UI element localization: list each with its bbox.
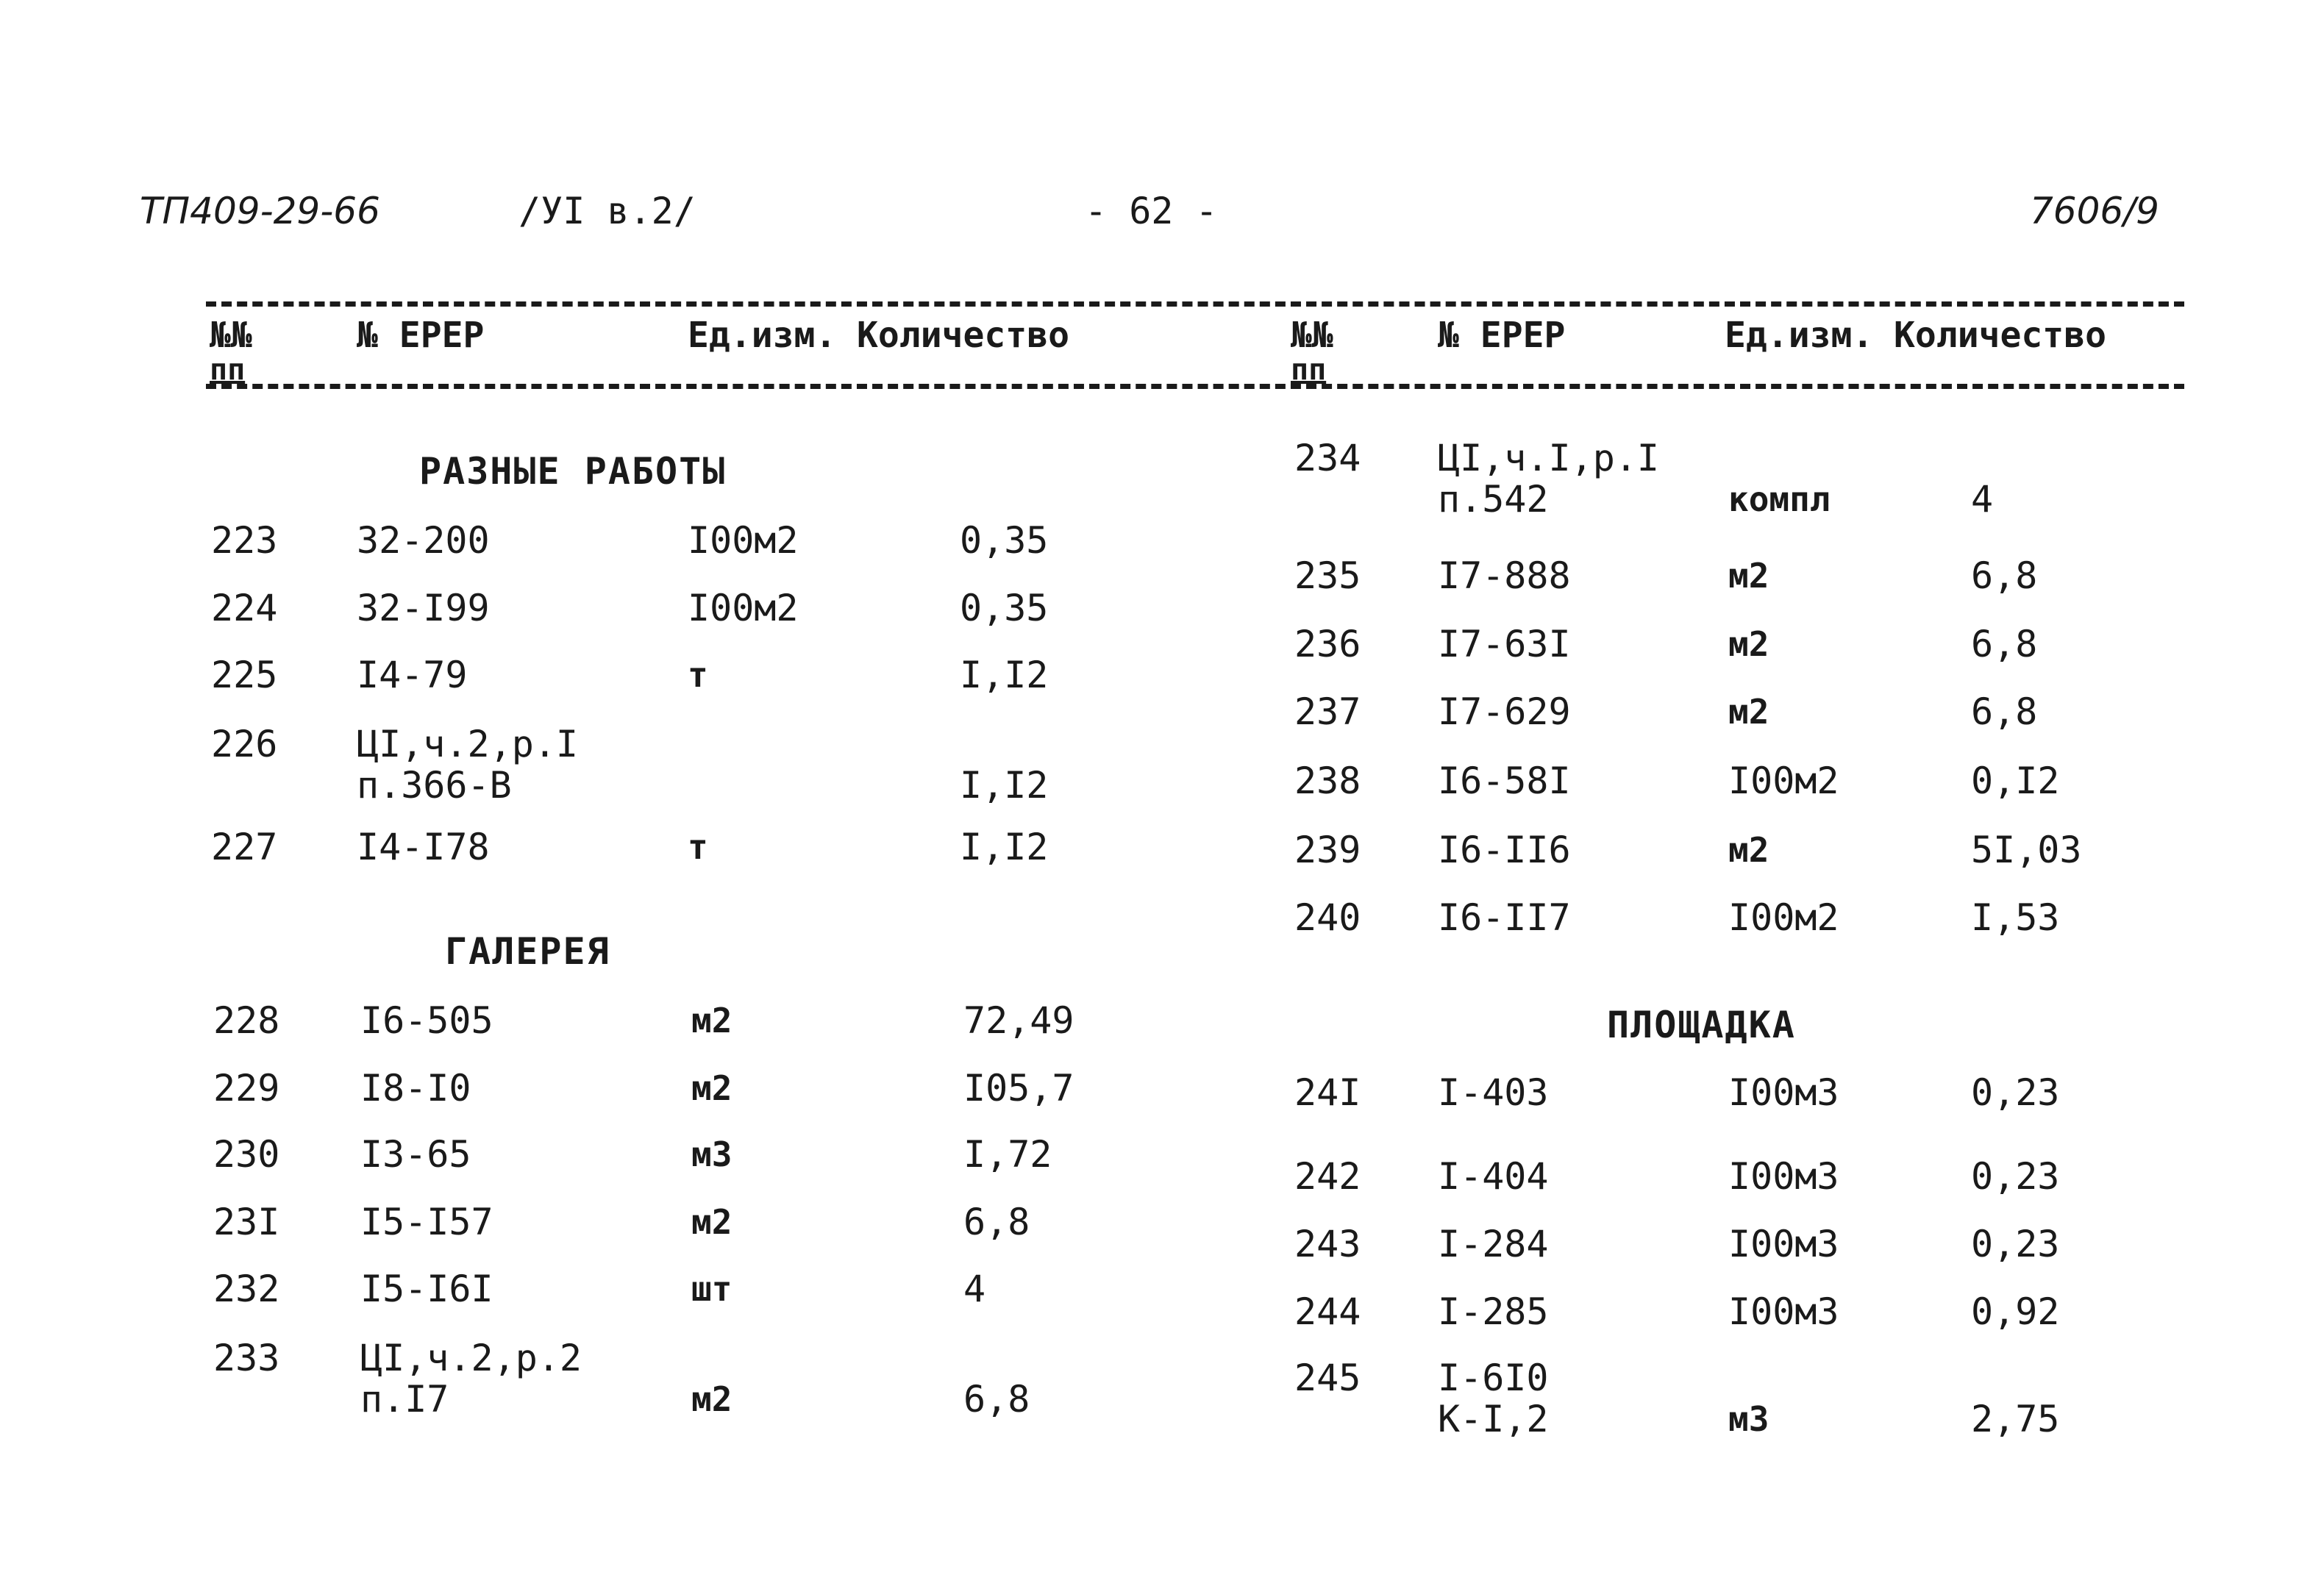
col-header-qty: Количество bbox=[857, 315, 1069, 356]
row-quantity: 0,23 bbox=[1971, 1155, 2060, 1198]
section-title-site: ПЛОЩАДКА bbox=[1607, 1004, 1796, 1046]
row-code-line2: К-I,2 bbox=[1438, 1398, 1549, 1440]
col-header-unit: Ед.изм. bbox=[688, 315, 837, 356]
row-quantity: 0,35 bbox=[960, 587, 1049, 629]
row-quantity: 6,8 bbox=[963, 1201, 1030, 1243]
row-unit: м3 bbox=[691, 1135, 733, 1174]
row-quantity: 6,8 bbox=[1971, 690, 2038, 733]
row-code-line2: п.366-В bbox=[357, 764, 512, 807]
row-unit: I00м2 bbox=[1728, 760, 1839, 802]
row-unit: м2 bbox=[1728, 830, 1769, 870]
table-row bbox=[0, 1290, 2324, 1334]
row-number: 225 bbox=[211, 654, 278, 696]
col-header-qty-right: Количество bbox=[1894, 315, 2106, 356]
row-unit: I00м2 bbox=[688, 519, 799, 562]
col-header-unit-right: Ед.изм. bbox=[1725, 315, 1874, 356]
row-code-line2: п.I7 bbox=[360, 1378, 449, 1421]
table-row bbox=[0, 436, 2324, 521]
row-code: I3-65 bbox=[360, 1133, 471, 1176]
row-unit: т bbox=[688, 827, 708, 867]
row-number: 223 bbox=[211, 519, 278, 562]
table-row bbox=[0, 1154, 2324, 1198]
row-unit: м3 bbox=[1728, 1399, 1769, 1439]
row-number: 239 bbox=[1294, 829, 1361, 871]
row-number: 234 bbox=[1294, 437, 1361, 479]
row-code: I5-I6I bbox=[360, 1268, 493, 1310]
row-quantity: I,53 bbox=[1971, 896, 2060, 939]
row-unit: м2 bbox=[691, 1379, 733, 1419]
row-number: 232 bbox=[213, 1268, 280, 1310]
table-row bbox=[0, 1071, 2324, 1115]
row-number: 227 bbox=[211, 826, 278, 868]
col-header-num-sub: пп bbox=[210, 353, 246, 387]
row-quantity: 6,8 bbox=[1971, 554, 2038, 597]
col-header-erer-right: № ЕРЕР bbox=[1438, 315, 1566, 356]
document-code: ТП409-29-66 bbox=[140, 190, 380, 232]
row-code: ЦI,ч.2,р.2 bbox=[360, 1337, 582, 1379]
page-number: - 62 - bbox=[1085, 190, 1218, 232]
row-number: 229 bbox=[213, 1067, 280, 1110]
row-unit: м2 bbox=[1728, 556, 1769, 596]
table-row bbox=[0, 1222, 2324, 1266]
table-row bbox=[0, 1356, 2324, 1440]
row-number: 24I bbox=[1294, 1071, 1361, 1114]
row-number: 226 bbox=[211, 723, 278, 765]
row-number: 244 bbox=[1294, 1290, 1361, 1333]
row-unit: I00м2 bbox=[1728, 896, 1839, 939]
volume-label: /УI в.2/ bbox=[518, 190, 696, 232]
table-header-rule bbox=[206, 384, 2184, 389]
row-code: I6-II6 bbox=[1438, 829, 1571, 871]
section-title-misc-works: РАЗНЫЕ РАБОТЫ bbox=[419, 450, 727, 493]
row-code: I7-63I bbox=[1438, 623, 1571, 665]
row-number: 242 bbox=[1294, 1155, 1361, 1198]
row-quantity: 0,I2 bbox=[1971, 760, 2060, 802]
row-quantity: 4 bbox=[963, 1268, 986, 1310]
row-quantity: I,72 bbox=[963, 1133, 1052, 1176]
row-quantity: I,I2 bbox=[960, 764, 1049, 807]
row-code: I6-II7 bbox=[1438, 896, 1571, 939]
row-quantity: 0,92 bbox=[1971, 1290, 2060, 1333]
row-number: 230 bbox=[213, 1133, 280, 1176]
table-top-rule bbox=[206, 301, 2184, 307]
col-header-num-sub-right: пп bbox=[1291, 353, 1327, 387]
row-unit: м2 bbox=[691, 1068, 733, 1108]
table-row bbox=[0, 690, 2324, 734]
row-unit: м2 bbox=[1728, 692, 1769, 732]
row-quantity: 4 bbox=[1971, 478, 1994, 521]
row-number: 245 bbox=[1294, 1357, 1361, 1399]
row-unit: I00м3 bbox=[1728, 1223, 1839, 1265]
row-code: 32-200 bbox=[357, 519, 490, 562]
row-quantity: 0,35 bbox=[960, 519, 1049, 562]
row-unit: I00м3 bbox=[1728, 1290, 1839, 1333]
row-number: 238 bbox=[1294, 760, 1361, 802]
row-quantity: 2,75 bbox=[1971, 1398, 2060, 1440]
row-quantity: 0,23 bbox=[1971, 1071, 2060, 1114]
row-quantity: 6,8 bbox=[963, 1378, 1030, 1421]
row-code: I-284 bbox=[1438, 1223, 1549, 1265]
col-header-num-right: №№ bbox=[1291, 315, 1333, 356]
col-header-erer: № ЕРЕР bbox=[357, 315, 485, 356]
row-quantity: 5I,03 bbox=[1971, 829, 2082, 871]
row-unit: м2 bbox=[691, 1202, 733, 1242]
row-quantity: 72,49 bbox=[963, 999, 1074, 1042]
row-code: I8-I0 bbox=[360, 1067, 471, 1110]
row-code: I7-629 bbox=[1438, 690, 1571, 733]
row-unit: т bbox=[688, 655, 708, 695]
col-header-num: №№ bbox=[210, 315, 252, 356]
row-number: 23I bbox=[213, 1201, 280, 1243]
table-row bbox=[0, 759, 2324, 803]
row-code: I4-79 bbox=[357, 654, 468, 696]
row-code: I-285 bbox=[1438, 1290, 1549, 1333]
row-unit: м2 bbox=[691, 1001, 733, 1040]
table-row bbox=[0, 828, 2324, 872]
row-code: I-6I0 bbox=[1438, 1357, 1549, 1399]
row-code: I-403 bbox=[1438, 1071, 1549, 1114]
row-number: 235 bbox=[1294, 554, 1361, 597]
row-quantity: 0,23 bbox=[1971, 1223, 2060, 1265]
row-code: I-404 bbox=[1438, 1155, 1549, 1198]
row-number: 224 bbox=[211, 587, 278, 629]
row-code: I4-I78 bbox=[357, 826, 490, 868]
row-code: I6-505 bbox=[360, 999, 493, 1042]
table-row bbox=[0, 622, 2324, 666]
row-number: 236 bbox=[1294, 623, 1361, 665]
table-row bbox=[0, 896, 2324, 940]
row-number: 228 bbox=[213, 999, 280, 1042]
row-code-line2: п.542 bbox=[1438, 478, 1549, 521]
row-code: I7-888 bbox=[1438, 554, 1571, 597]
row-unit: м2 bbox=[1728, 624, 1769, 664]
row-quantity: I,I2 bbox=[960, 654, 1049, 696]
row-unit: I00м3 bbox=[1728, 1071, 1839, 1114]
section-title-gallery: ГАЛЕРЕЯ bbox=[445, 930, 610, 973]
row-number: 237 bbox=[1294, 690, 1361, 733]
row-unit: шт bbox=[691, 1269, 733, 1309]
table-row bbox=[0, 554, 2324, 598]
row-code: 32-I99 bbox=[357, 587, 490, 629]
row-code: I5-I57 bbox=[360, 1201, 493, 1243]
row-unit: I00м3 bbox=[1728, 1155, 1839, 1198]
row-quantity: 6,8 bbox=[1971, 623, 2038, 665]
row-code: I6-58I bbox=[1438, 760, 1571, 802]
row-number: 243 bbox=[1294, 1223, 1361, 1265]
row-quantity: I,I2 bbox=[960, 826, 1049, 868]
table-row bbox=[0, 998, 2324, 1043]
row-code: ЦI,ч.I,р.I bbox=[1438, 437, 1660, 479]
row-quantity: I05,7 bbox=[963, 1067, 1074, 1110]
inventory-number: 7606/9 bbox=[2030, 190, 2159, 232]
row-number: 240 bbox=[1294, 896, 1361, 939]
row-number: 233 bbox=[213, 1337, 280, 1379]
row-unit: I00м2 bbox=[688, 587, 799, 629]
row-code: ЦI,ч.2,р.I bbox=[357, 723, 579, 765]
row-unit: компл bbox=[1728, 479, 1831, 519]
